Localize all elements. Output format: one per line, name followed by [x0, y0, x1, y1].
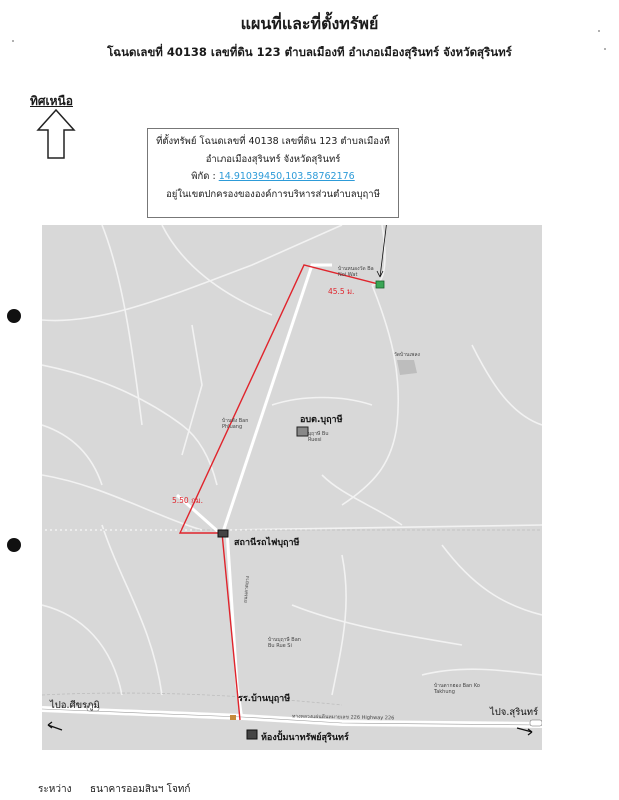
route-line [180, 265, 382, 720]
punch-hole-bottom [7, 538, 21, 552]
bank-name: ธนาคารออมสินฯ โจทก์ [90, 784, 191, 795]
info-line-title: ที่ตั้งทรัพย์ โฉนดเลขที่ 40138 เลขที่ดิน 123 ตำบลเมืองที [156, 136, 390, 147]
bank-icon [247, 730, 257, 739]
school-label: วัดบ้านเพลง [394, 352, 420, 358]
page-title: แผนที่และที่ตั้งทรัพย์ [240, 14, 379, 33]
highway-label: ทางหลวงแผ่นดินหมายเลข 226 Highway 226 [291, 713, 395, 722]
temple-area [397, 360, 417, 375]
road-vertical-label: ถนนลาดยาง [242, 575, 252, 604]
info-line-location: อำเภอเมืองสุรินทร์ จังหวัดสุรินทร์ [205, 153, 341, 165]
property-marker [376, 281, 384, 288]
between-label: ระหว่าง [38, 784, 72, 795]
coord-prefix: พิกัด : [191, 171, 219, 182]
north-arrow-icon [36, 108, 76, 160]
ban-non-wat-label: บ้านหนองวัด Ba Noi Wat [338, 266, 374, 278]
map-area[interactable] [42, 225, 542, 750]
distance-long-label: 5.50 กม. [172, 496, 203, 505]
to-sikhoraphum-label: ไปอ.ศีขรภูมิ [50, 700, 100, 711]
tambon-office-icon [297, 427, 308, 436]
property-info-box [147, 128, 399, 218]
bu-ruesi-label: บุฤาษี Bu Ruesi [308, 431, 329, 443]
to-surin-label: ไปจ.สุรินทร์ [490, 707, 539, 718]
bank-label: ห้องปั้มนาทรัพย์สุรินทร์ [261, 733, 349, 743]
junction-label: รร.บ้านบุฤาษี [238, 694, 291, 704]
station-icon [218, 530, 228, 537]
info-line-coordinates [148, 168, 398, 186]
ban-phluang-label: บ้านพัง Ban Phluang [222, 418, 249, 430]
left-arrow-icon [48, 725, 62, 730]
north-label: ทิศเหนือ [30, 94, 73, 108]
station-label: สถานีรถไฟบุฤาษี [234, 538, 300, 548]
minor-roads [42, 225, 542, 695]
junction-icon [230, 715, 236, 720]
map-canvas [42, 225, 542, 750]
info-line-admin: อยู่ในเขตปกครองขององค์การบริหารส่วนตำบลบุฤาษี [166, 188, 380, 200]
ban-ko-takhung-label: บ้านตากฮอง Ban Ko Takhung [434, 683, 480, 695]
punch-hole-top [7, 309, 21, 323]
bu-ruesi-office-label: อบต.บุฤาษี [300, 415, 343, 425]
boundary-lines [42, 530, 542, 705]
coordinates-link[interactable]: 14.91039450,103.58762176 [218, 171, 355, 182]
distance-short-label: 45.5 ม. [328, 287, 355, 296]
page-subtitle: โฉนดเลขที่ 40138 เลขที่ดิน 123 ตำบลเมืองที อำเภอเมืองสุรินทร์ จังหวัดสุรินทร์ [107, 45, 512, 59]
ban-bu-ruesi-label: บ้านบุฤาษี Ban Bu Rue Si [268, 637, 301, 649]
